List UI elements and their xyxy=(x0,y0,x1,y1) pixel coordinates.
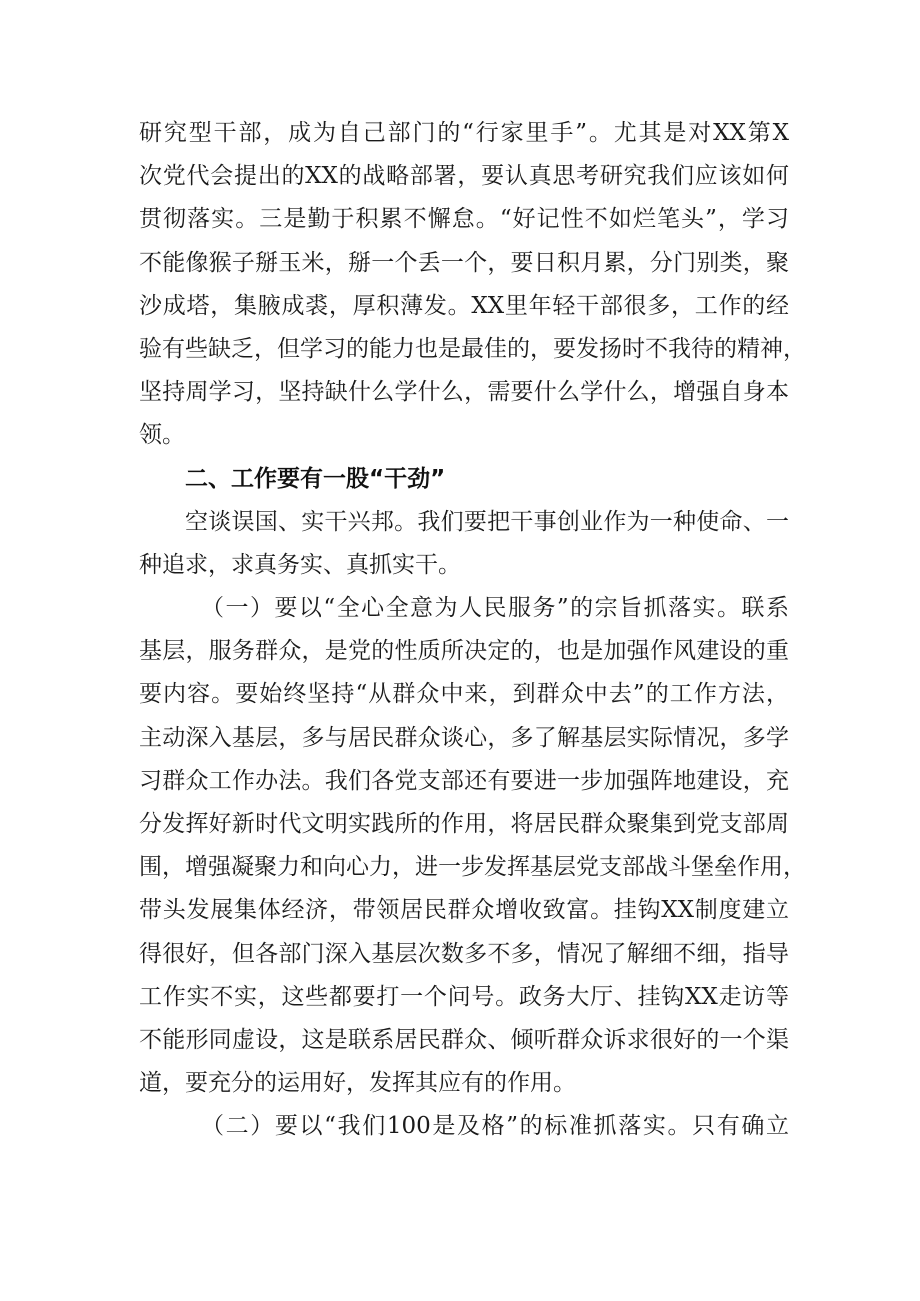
paragraph-line: 分发挥好新时代文明实践所的作用，将居民群众聚集到党支部周 xyxy=(139,811,789,837)
paragraph-line: 研究型干部，成为自己部门的“行家里手”。尤其是对XX第X xyxy=(139,120,789,146)
paragraph-line: 习群众工作办法。我们各党支部还有要进一步加强阵地建设，充 xyxy=(139,767,789,794)
paragraph-line: 围，增强凝聚力和向心力，进一步发挥基层党支部战斗堡垒作用， xyxy=(139,854,806,881)
paragraph-line: 验有些缺乏，但学习的能力也是最佳的，要发扬时不我待的精神， xyxy=(139,335,806,362)
paragraph-line: 带头发展集体经济，带领居民群众增收致富。挂钩XX制度建立 xyxy=(139,897,789,924)
paragraph-line: 不能形同虚设，这是联系居民群众、倾听群众诉求很好的一个渠 xyxy=(139,1026,789,1053)
paragraph-line: 沙成塔，集腋成裘，厚积薄发。XX里年轻干部很多，工作的经 xyxy=(139,292,789,319)
subsection-line: （二）要以“我们100是及格”的标准抓落实。只有确立 xyxy=(201,1113,789,1140)
subsection-line: （一）要以“全心全意为人民服务”的宗旨抓落实。联系 xyxy=(201,595,789,622)
paragraph-line: 基层，服务群众，是党的性质所决定的，也是加强作风建设的重 xyxy=(139,638,789,665)
paragraph-line: 得很好，但各部门深入基层次数多不多，情况了解细不细，指导 xyxy=(139,940,789,967)
paragraph-line: 贯彻落实。三是勤于积累不懈怠。“好记性不如烂笔头”，学习 xyxy=(139,206,789,233)
paragraph-line: 主动深入基层，多与居民群众谈心，多了解基层实际情况，多学 xyxy=(139,724,789,751)
document-page xyxy=(139,112,806,1149)
section-heading: 二、工作要有一股“干劲” xyxy=(185,465,446,492)
paragraph-line: 空谈误国、实干兴邦。我们要把干事创业作为一种使命、一 xyxy=(185,508,789,535)
paragraph-line: 次党代会提出的XX的战略部署，要认真思考研究我们应该如何 xyxy=(139,163,789,190)
paragraph-line: 工作实不实，这些都要打一个问号。政务大厅、挂钩XX走访等 xyxy=(139,983,789,1010)
paragraph-line: 领。 xyxy=(139,422,185,449)
paragraph-line: 种追求，求真务实、真抓实干。 xyxy=(139,551,461,578)
paragraph-line: 道，要充分的运用好，发挥其应有的作用。 xyxy=(139,1070,576,1097)
paragraph-line: 不能像猴子掰玉米，掰一个丢一个，要日积月累，分门别类，聚 xyxy=(139,249,789,276)
paragraph-line: 要内容。要始终坚持“从群众中来，到群众中去”的工作方法， xyxy=(139,681,789,708)
paragraph-line: 坚持周学习，坚持缺什么学什么，需要什么学什么，增强自身本 xyxy=(139,379,789,406)
